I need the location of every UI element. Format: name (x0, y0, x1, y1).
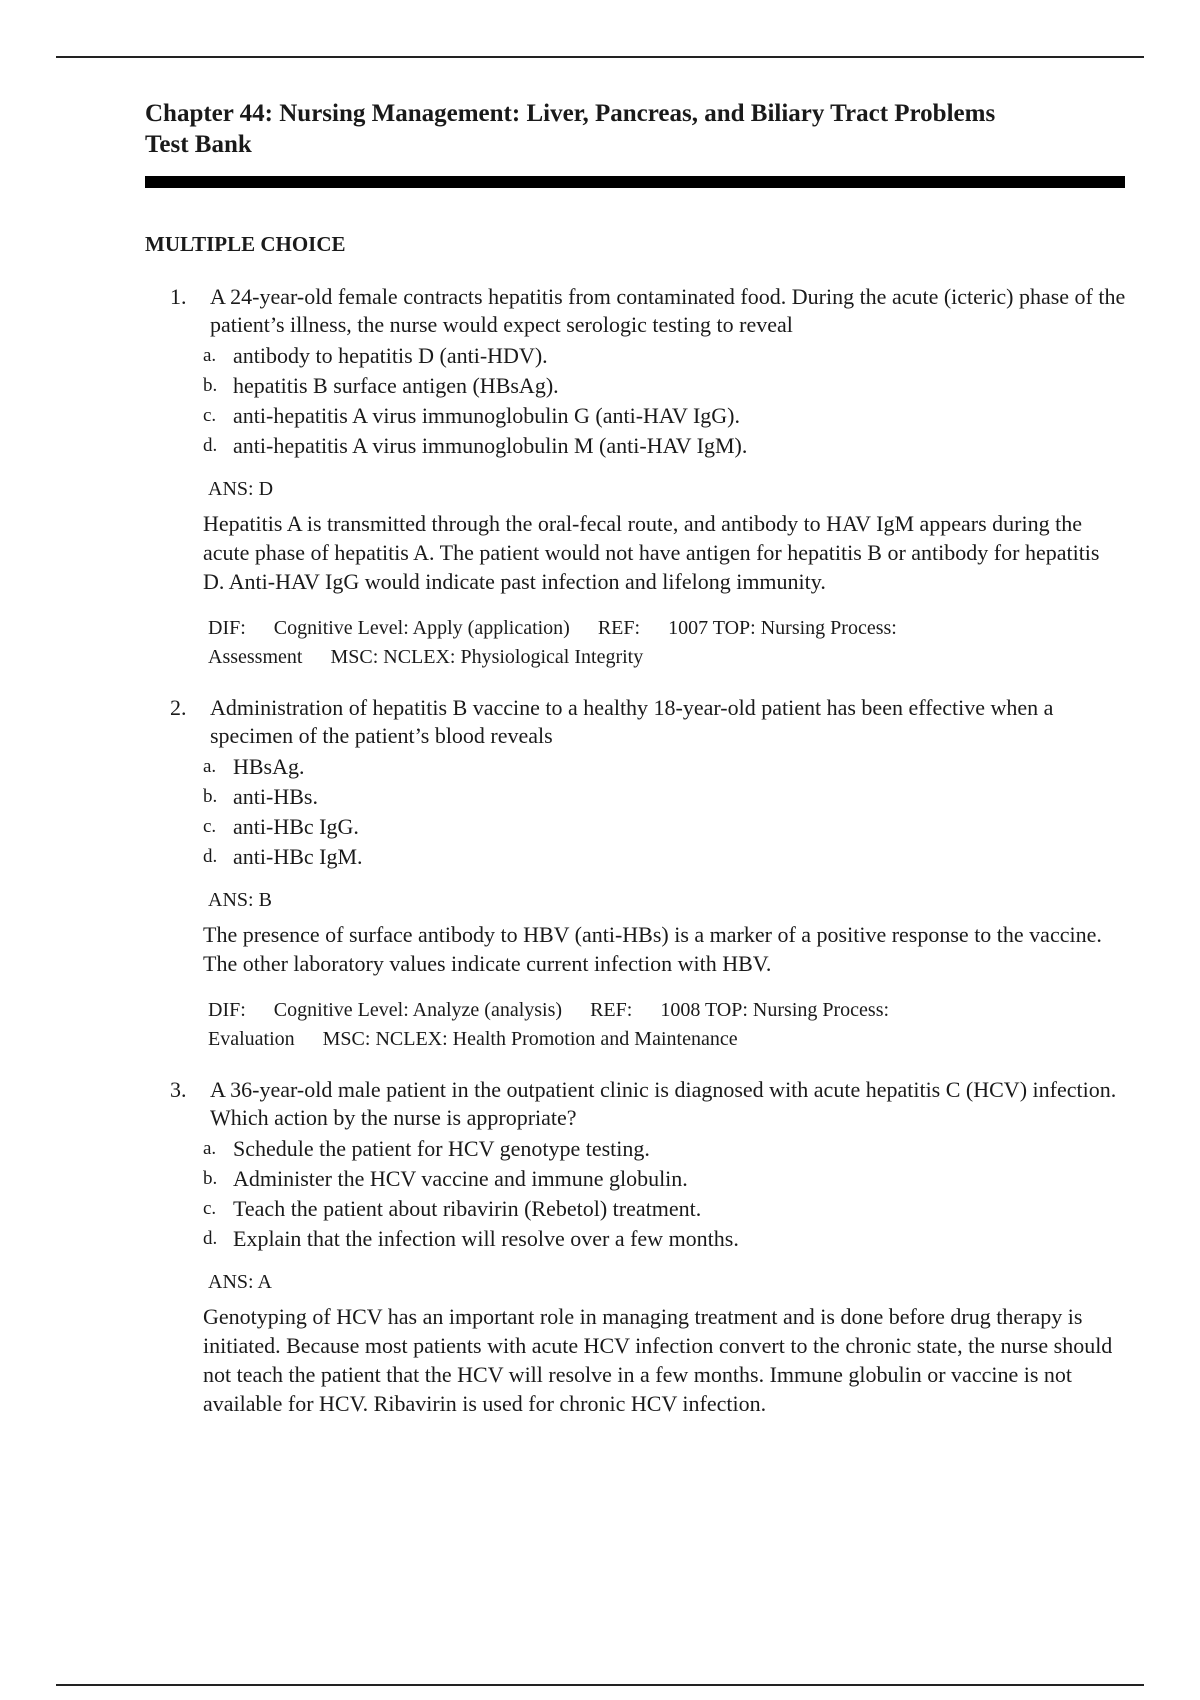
option-text: HBsAg. (233, 754, 305, 779)
option-list (203, 341, 1130, 461)
option-text: anti-HBs. (233, 784, 318, 809)
answer-key: ANS: A (208, 1271, 272, 1293)
option-letter: a. (203, 1138, 217, 1159)
option-b (203, 782, 1130, 812)
option-b (203, 1164, 1130, 1194)
cognitive-level: Cognitive Level: Analyze (analysis) (273, 999, 563, 1021)
ref-value: 1007 (668, 617, 709, 639)
chapter-title: Chapter 44: Nursing Management: Liver, Pancreas, and Biliary Tract Problems (145, 100, 996, 127)
dif-label: DIF: (208, 999, 246, 1021)
ref-value: 1008 (660, 999, 701, 1021)
question-metadata (208, 996, 968, 1054)
question-stem (170, 283, 1130, 339)
option-text: Administer the HCV vaccine and immune globulin. (233, 1166, 688, 1191)
option-d (203, 842, 1130, 872)
option-text: anti-hepatitis A virus immunoglobulin G (anti-HAV IgG). (233, 403, 740, 428)
option-c (203, 401, 1130, 431)
msc-category: MSC: NCLEX: Health Promotion and Maintenance (322, 1028, 738, 1050)
option-d (203, 431, 1130, 461)
question-stem (170, 694, 1130, 750)
cognitive-level: Cognitive Level: Apply (application) (273, 617, 570, 639)
option-letter: b. (203, 786, 218, 807)
option-letter: a. (203, 345, 217, 366)
question-stem (170, 1076, 1130, 1132)
option-a (203, 341, 1130, 371)
question-number: 1. (170, 284, 187, 309)
ref-label: REF: (590, 999, 633, 1021)
option-letter: b. (203, 1168, 218, 1189)
option-text: anti-HBc IgG. (233, 814, 359, 839)
option-a (203, 752, 1130, 782)
bottom-rule (56, 1684, 1144, 1686)
option-letter: d. (203, 1228, 218, 1249)
option-text: anti-HBc IgM. (233, 844, 363, 869)
topic: TOP: Nursing Process: Assessment (208, 617, 897, 668)
question-2 (170, 694, 1130, 1054)
option-letter: a. (203, 756, 217, 777)
option-text: anti-hepatitis A virus immunoglobulin M (anti-HAV IgM). (233, 433, 748, 458)
rationale: Genotyping of HCV has an important role in managing treatment and is done before drug therapy is initiated. Because most patients with acute HCV infection convert to the chronic state, the nurse should not teach the patient that the HCV will resolve in a few months. Immune globulin or vaccine is not available for HCV. Ribavirin is used for chronic HCV infection. (203, 1304, 1113, 1416)
option-text: hepatitis B surface antigen (HBsAg). (233, 373, 559, 398)
chapter-subtitle: Test Bank (145, 131, 252, 158)
option-letter: c. (203, 816, 217, 837)
question-metadata (208, 614, 968, 672)
option-text: antibody to hepatitis D (anti-HDV). (233, 343, 548, 368)
option-c (203, 812, 1130, 842)
rationale: The presence of surface antibody to HBV (anti-HBs) is a marker of a positive response to the vaccine. The other laboratory values indicate current infection with HBV. (203, 922, 1102, 976)
top-rule (56, 56, 1144, 58)
question-text: Administration of hepatitis B vaccine to a healthy 18-year-old patient has been effective when a specimen of the patient’s blood reveals (210, 695, 1054, 748)
question-3 (170, 1076, 1130, 1418)
option-text: Schedule the patient for HCV genotype testing. (233, 1136, 650, 1161)
question-text: A 36-year-old male patient in the outpatient clinic is diagnosed with acute hepatitis C (HCV) infection. Which action by the nurse is appropriate? (210, 1077, 1117, 1130)
ref-label: REF: (597, 617, 641, 639)
option-b (203, 371, 1130, 401)
option-d (203, 1224, 1130, 1254)
option-a (203, 1134, 1130, 1164)
question-number: 3. (170, 1077, 187, 1102)
option-letter: c. (203, 1198, 217, 1219)
section-heading: MULTIPLE CHOICE (145, 232, 346, 256)
option-letter: b. (203, 375, 218, 396)
option-letter: d. (203, 846, 218, 867)
rationale: Hepatitis A is transmitted through the oral-fecal route, and antibody to HAV IgM appears during the acute phase of hepatitis A. The patient would not have antigen for hepatitis B or antibody for hepatitis D. Anti-HAV IgG would indicate past infection and lifelong immunity. (203, 511, 1100, 594)
question-1 (170, 283, 1130, 672)
answer-key: ANS: D (208, 478, 274, 500)
option-letter: d. (203, 435, 218, 456)
dif-label: DIF: (208, 617, 246, 639)
answer-key: ANS: B (208, 889, 272, 911)
option-list (203, 752, 1130, 872)
title-divider (145, 176, 1125, 188)
document-header (145, 98, 1125, 160)
topic: TOP: Nursing Process: Evaluation (208, 999, 890, 1050)
question-text: A 24-year-old female contracts hepatitis from contaminated food. During the acute (icteric) phase of the patient’s illness, the nurse would expect serologic testing to reveal (210, 284, 1126, 337)
option-text: Teach the patient about ribavirin (Rebetol) treatment. (233, 1196, 702, 1221)
msc-category: MSC: NCLEX: Physiological Integrity (330, 646, 644, 668)
option-text: Explain that the infection will resolve over a few months. (233, 1226, 739, 1251)
option-letter: c. (203, 405, 217, 426)
question-number: 2. (170, 695, 187, 720)
option-list (203, 1134, 1130, 1254)
option-c (203, 1194, 1130, 1224)
